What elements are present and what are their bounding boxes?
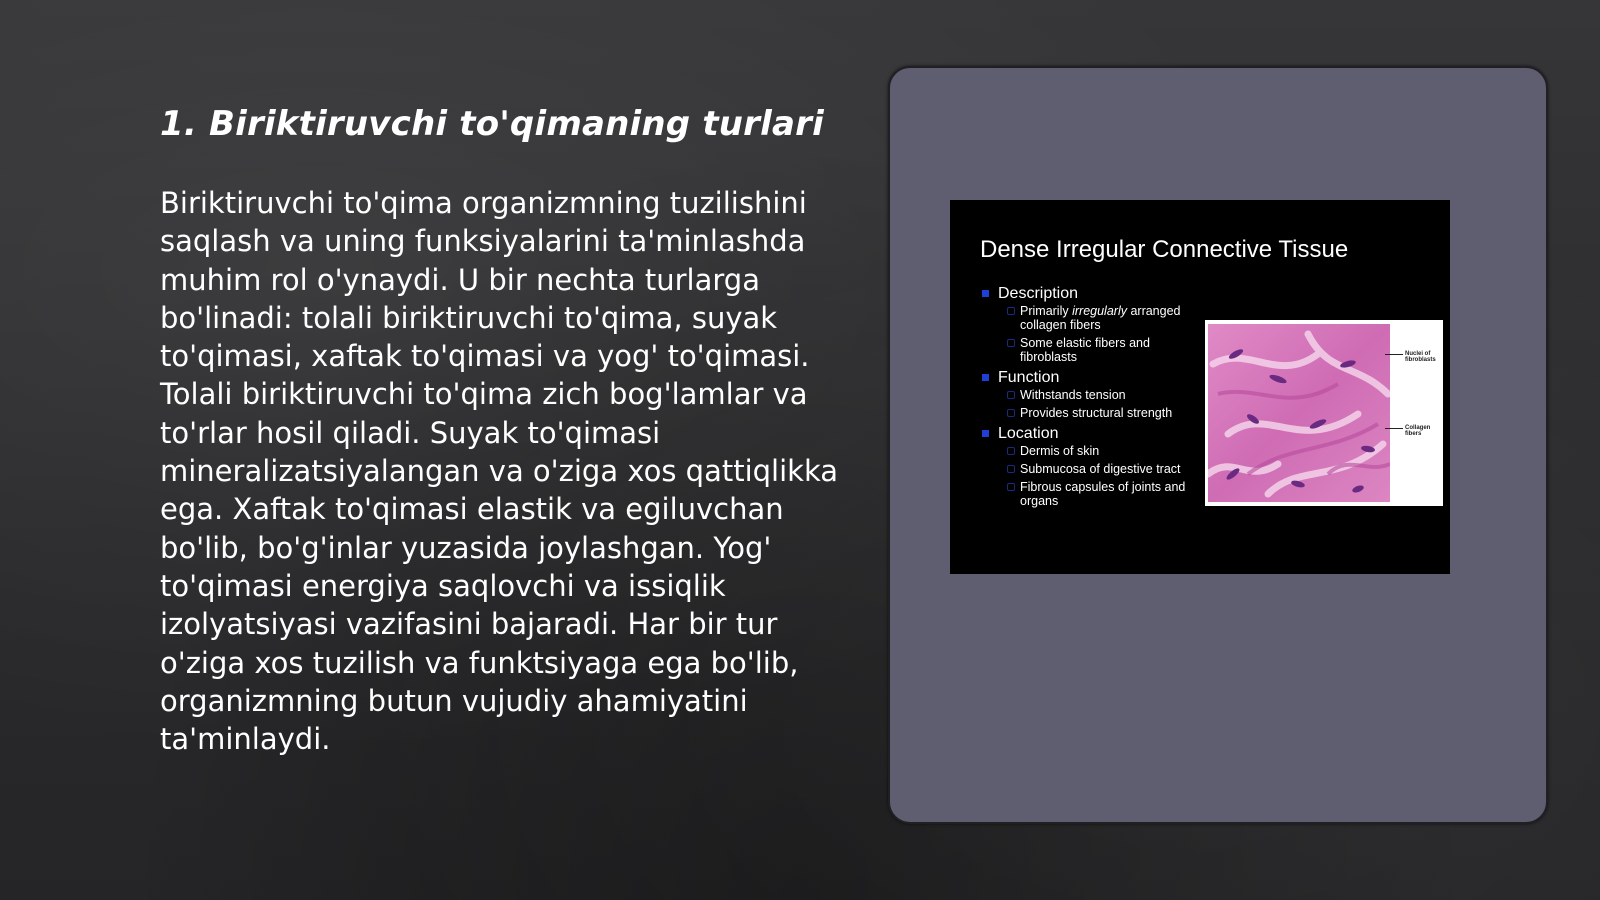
nuclei-label: Nuclei of fibroblasts: [1405, 351, 1436, 363]
collagen-label: Collagen fibers: [1405, 425, 1431, 437]
slide-body-text: Biriktiruvchi to'qima organizmning tuzilishini saqlash va uning funksiyalarini ta'minlashda muhim rol o'ynaydi. U bir nechta turlarga bo'linadi: tolali biriktiruvchi to'qima, suyak to'qimasi, xaftak to'qimasi va yog' to'qimasi. Tolali biriktiruvchi to'qima zich bog'lamlar va to'rlar hosil qiladi. Suyak to'qimasi mineralizatsiyalangan va o'ziga xos qattiqlikka ega. Xaftak to'qimasi elastik va egiluvchan bo'lib, bo'g'inlar yuzasida joylashgan. Yog' to'qimasi energiya saqlovchi va issiqlik izolyatsiyasi vazifasini bajaradi. Har bir tur o'ziga xos tuzilish va funktsiyaga ega bo'lib, organizmning butun vujudiy ahamiyatini ta'minlaydi.: [160, 186, 839, 757]
embedded-bullet-list: [980, 284, 1210, 512]
slide-title: 1. Biriktiruvchi to'qimaning turlari: [160, 104, 824, 144]
micrograph-panel: [1205, 320, 1443, 506]
section-function: Function: [980, 368, 1210, 387]
bullet-item: Dermis of skin: [980, 444, 1210, 458]
bullet-item: Submucosa of digestive tract: [980, 462, 1210, 476]
section-description: Description: [980, 284, 1210, 303]
bullet-item: Some elastic fibers and fibroblasts: [980, 336, 1210, 364]
embedded-slide-title: Dense Irregular Connective Tissue: [980, 236, 1349, 263]
bullet-item: Fibrous capsules of joints and organs: [980, 480, 1210, 508]
bullet-item: Provides structural strength: [980, 406, 1210, 420]
collagen-pointer: [1385, 428, 1403, 429]
micrograph-image: [1208, 324, 1390, 502]
section-location: Location: [980, 424, 1210, 443]
bullet-item: Withstands tension: [980, 388, 1210, 402]
nuclei-pointer: [1385, 354, 1403, 355]
bullet-item: Primarily irregularly arranged collagen fibers: [980, 304, 1210, 332]
embedded-slide-image: [950, 200, 1450, 574]
